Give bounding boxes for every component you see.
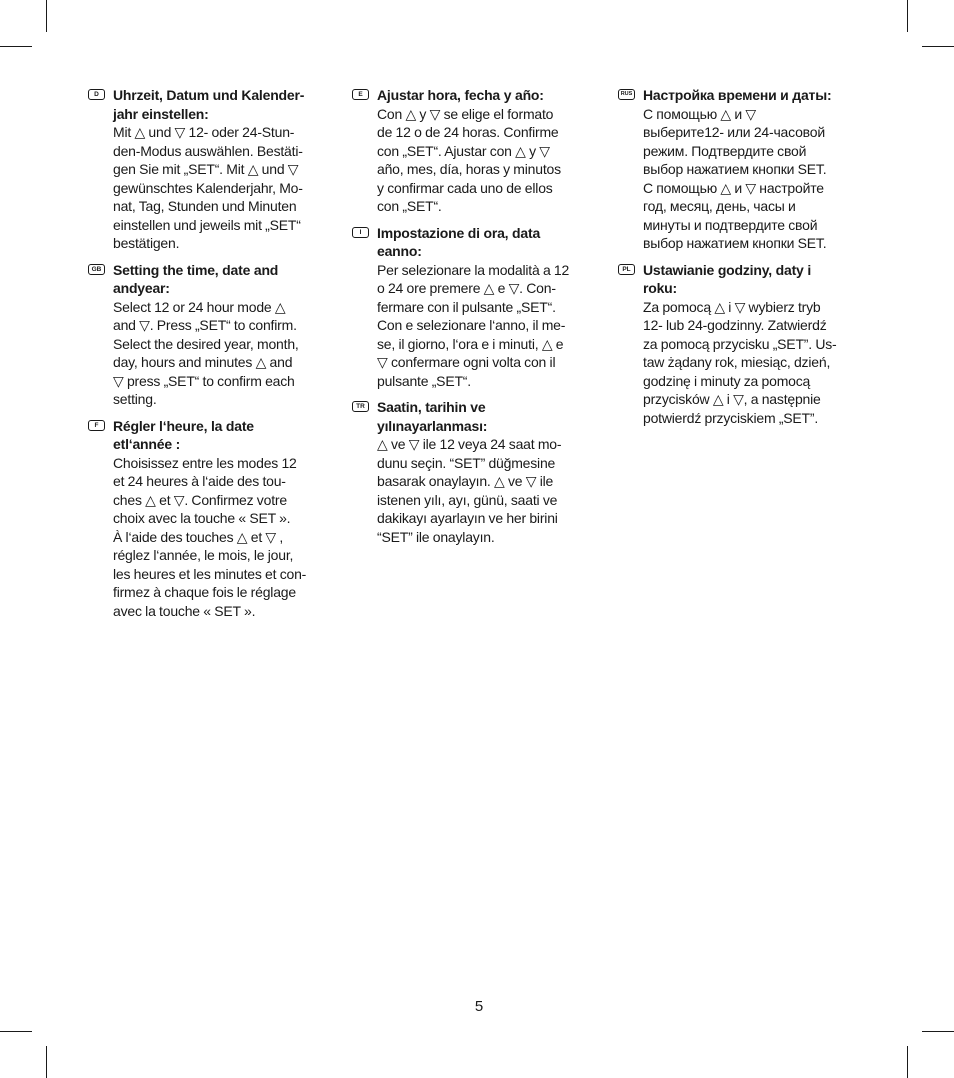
text-line: o 24 ore premere △ e ▽. Con- [377,280,556,296]
text-line: ▽ confermare ogni volta con il [377,354,556,370]
section-body [643,105,842,253]
section-body [377,105,576,216]
section-heading [113,86,312,123]
text-line: nat, Tag, Stunden und Minuten [113,198,297,214]
column-1 [88,86,312,628]
text-line: pulsante „SET“. [377,372,471,389]
text-line: Régler l‘heure, la date et [113,417,254,452]
section-heading [643,86,842,105]
text-line: dunu seçin. “SET” düğmesine [377,454,556,471]
section-i [352,224,576,391]
text-line: выбор нажатием кнопки SET. [643,235,827,251]
text-line: ches △ et ▽. Confirmez votre [113,491,287,508]
text-line: Ustawianie godziny, daty i roku: [643,261,812,296]
text-line: gen Sie mit „SET“. Mit △ und ▽ [113,161,299,177]
text-line: Choisissez entre les modes 12 [113,454,297,471]
crop-mark [907,1046,908,1078]
crop-mark [0,46,32,47]
text-line: Con e selezionare l‘anno, il me- [377,317,566,333]
section-rus [618,86,842,253]
section-heading [377,224,576,261]
text-line: taw żądany rok, miesiąc, dzień, [643,354,831,370]
section-heading [113,261,312,298]
text-line: setting. [113,391,157,407]
text-line: gewünschtes Kalenderjahr, Mo- [113,179,303,196]
text-line: С помощью △ и ▽ [643,105,756,122]
text-line: ▽ press „SET“ to confirm each [113,372,295,389]
text-line: basarak onaylayın. △ ve ▽ ile [377,473,554,489]
section-heading [643,261,842,298]
text-line: ayarlanması: [404,417,488,434]
text-line: day, hours and minutes △ and [113,354,293,370]
section-body [113,454,312,621]
text-line: firmez à chaque fois le réglage [113,584,296,600]
text-line: se, il giorno, l‘ora e i minuti, △ e [377,335,564,352]
text-line: Uhrzeit, Datum und Kalender- [113,87,305,103]
text-line: con „SET“. Ajustar con △ y ▽ [377,142,550,159]
section-body [643,298,842,428]
section-heading [377,398,576,435]
text-line: l‘année : [125,436,181,452]
crop-mark [922,1031,954,1032]
text-line: den-Modus auswählen. Bestäti- [113,142,303,159]
section-heading [113,417,312,454]
text-line: avec la touche « SET ». [113,602,256,619]
text-line: Per selezionare la modalità a 12 [377,261,570,278]
text-line: les heures et les minutes et con- [113,565,307,582]
text-line: réglez l‘année, le mois, le jour, [113,547,294,563]
language-badge-pl: PL [618,264,635,275]
language-badge-f: F [88,420,105,431]
section-gb [88,261,312,409]
text-line: año, mes, día, horas y minutos [377,161,561,177]
text-line: “SET” ile onaylayın. [377,528,495,545]
section-de [88,86,312,253]
text-line: выбор нажатием кнопки SET. [643,161,827,177]
text-line: istenen yılı, ayı, günü, saati ve [377,491,558,508]
column-2 [352,86,576,554]
text-line: À l‘aide des touches △ et ▽ , [113,528,284,545]
text-line: dakikayı ayarlayın ve her birini [377,510,558,526]
text-line: Con △ y ▽ se elige el formato [377,105,554,122]
text-line: Za pomocą △ i ▽ wybierz tryb [643,298,821,315]
language-badge-gb: GB [88,264,105,275]
text-line: potwierdź przyciskiem „SET”. [643,409,819,426]
text-line: режим. Подтвердите свой [643,142,807,159]
text-line: and ▽. Press „SET“ to confirm. [113,317,297,333]
text-line: Saatin, tarihin ve yılın [377,399,486,434]
text-line: Ajustar hora, fecha y año: [377,87,544,103]
language-badge-de: D [88,89,105,100]
page-number: 5 [474,998,484,1015]
section-pl [618,261,842,428]
section-body [113,123,312,253]
text-line: Select 12 or 24 hour mode △ [113,298,286,315]
text-line: Select the desired year, month, [113,335,299,352]
text-line: choix avec la touche « SET ». [113,510,291,526]
text-line: einstellen und jeweils mit „SET“ [113,216,301,233]
text-line: y confirmar cada uno de ellos [377,179,553,196]
text-line: fermare con il pulsante „SET“. [377,298,556,315]
text-line: bestätigen. [113,235,180,251]
crop-mark [46,1046,47,1078]
section-body [377,261,576,391]
text-line: год, месяц, день, часы и [643,198,796,214]
text-line: de 12 o de 24 horas. Confirme [377,124,559,140]
text-line: year: [137,280,170,296]
crop-mark [46,0,47,32]
section-f [88,417,312,621]
column-3 [618,86,842,435]
text-line: выберите12- или 24-часовой [643,124,825,140]
crop-mark [0,1031,32,1032]
text-line: минуты и подтвердите свой [643,216,818,233]
section-heading [377,86,576,105]
text-line: anno: [384,243,422,259]
text-line: za pomocą przycisku „SET”. Us- [643,335,837,352]
section-tr [352,398,576,546]
text-line: 12- lub 24-godzinny. Zatwierdź [643,317,827,333]
language-badge-tr: TR [352,401,369,412]
section-body [113,298,312,409]
text-line: Настройка времени и даты: [643,87,832,103]
text-line: Setting the time, date and and [113,261,279,296]
language-badge-rus: RUS [618,89,635,100]
text-line: et 24 heures à l‘aide des tou- [113,473,286,489]
section-body [377,435,576,546]
text-line: jahr einstellen: [113,105,209,122]
text-line: godzinę i minuty za pomocą [643,372,811,389]
language-badge-e: E [352,89,369,100]
crop-mark [922,46,954,47]
text-line: przycisków △ i ▽, a następnie [643,391,821,407]
text-line: con „SET“. [377,198,442,214]
text-line: Impostazione di ora, data e [377,224,541,259]
crop-mark [907,0,908,32]
text-line: Mit △ und ▽ 12- oder 24-Stun- [113,124,295,140]
text-line: △ ve ▽ ile 12 veya 24 saat mo- [377,436,562,452]
section-e [352,86,576,216]
language-badge-i: I [352,227,369,238]
text-line: С помощью △ и ▽ настройте [643,179,824,196]
